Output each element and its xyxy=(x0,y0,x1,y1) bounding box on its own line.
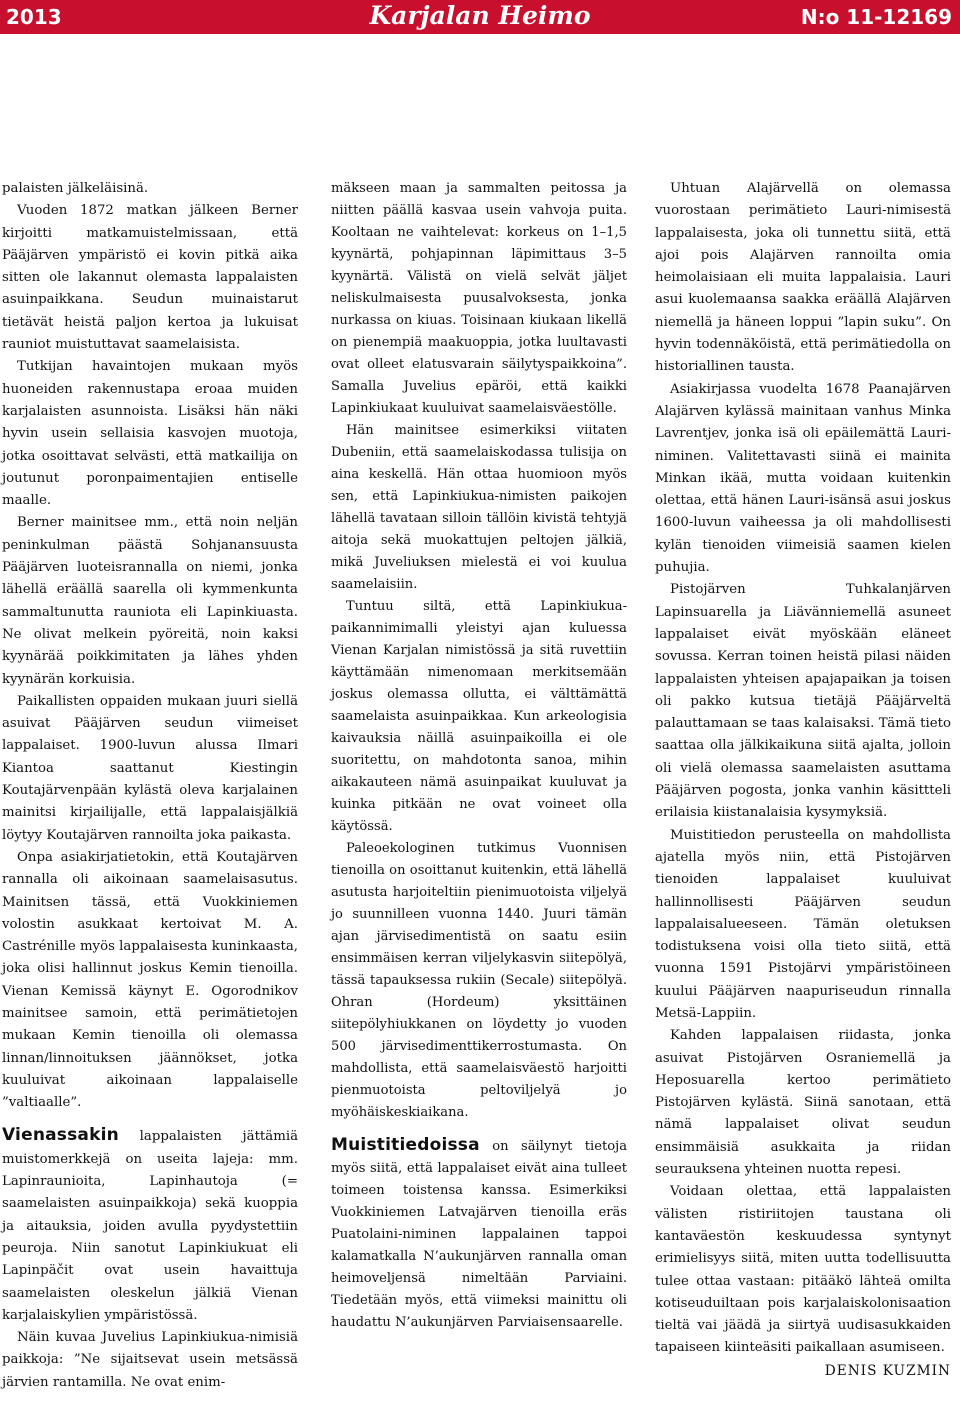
paragraph: Berner mainitsee mm., että noin neljän peninkulman päästä Sohjanansuusta Pääjärven luoteisrannalla on niemi, jonka lähellä eräällä saarella oli kymmenkunta sammaltunutta rauniota eli Lapinkiuasta. Ne olivat melkein pyöreitä, noin kaksi kyynärää poikkimitaten ja lähes yhden kyynärän korkuisia. xyxy=(2,515,298,687)
paragraph: Näin kuvaa Juvelius Lapinkiukua-nimisiä paikkoja: ”Ne sijaitsevat usein metsässä järvien rantamilla. Ne ovat enim- xyxy=(2,1330,298,1390)
article-column-1 xyxy=(2,178,298,1394)
paragraph: Hän mainitsee esimerkiksi viitaten Dubeniin, että saamelaiskodassa tulisija on aina keskellä. Hän ottaa huomioon myös sen, että Lapinkiukua-nimisten paikojen lähellä tavataan silloin tällöin kivistä tehtyjä aitoja sekä muokattujen peltojen jälkiä, mikä Juveliuksen mielestä ei voi kuulua saamelaisiin. xyxy=(331,423,627,592)
paragraph: Uhtuan Alajärvellä on olemassa vuorostaan perimätieto Lauri-nimisestä lappalaisesta, joka oli tunnettu siitä, että ajoi pois Alajärven rannoilta omia heimolaisiaan eli muita lappalaisia. Lauri asui kuolemaansa saakka eräällä Alajärven niemellä ja häneen loppui ”lapin suku”. On hyvin todennäköistä, että perimätiedolla on historiallinen tausta. xyxy=(655,181,951,375)
header-year: 2013 xyxy=(6,5,62,29)
article-column-2 xyxy=(331,178,627,1334)
newspaper-title: Karjalan Heimo xyxy=(369,1,591,30)
page-header xyxy=(0,0,960,34)
paragraph: Tutkijan havaintojen mukaan myös huoneiden rakennustapa eroaa muiden karjalaisten asunnoista. Lisäksi hän näki hyvin usein sellaisia kasvojen muotoja, jotka osoittavat selvästi, että matkailija on joutunut poronpaimentajien entiselle maalle. xyxy=(2,359,298,509)
paragraph: Vuoden 1872 matkan jälkeen Berner kirjoitti matkamuistelmissaan, että Pääjärven ympäristö ei kovin pitkä aika sitten ole lakannut olemasta lappalaisten asuinpaikkana. Seudun muinaistarut tietävät heistä paljon kertoa ja lukuisat rauniot muistuttavat saamelaisista. xyxy=(2,203,298,353)
paragraph: Muistitiedon perusteella on mahdollista ajatella myös niin, että Pistojärven tienoiden lappalaiset kuuluivat hallinnollisesti Pääjärven seudun lappalaisalueeseen. Tämän oletuksen todistuksena voisi olla tieto siitä, että vuonna 1591 Pistojärvi ympäristöineen kuului Pääjärven naapuriseudun rinnalla Metsä-Lappiin. xyxy=(655,827,951,1021)
paragraph-text: on säilynyt tietoja myös siitä, että lappalaiset eivät aina tulleet toimeen toistensa kanssa. Esimerkiksi Vuokkiniemen Latvajärven tienoilla eräs Puatolaini-niminen lappalainen tappoi kalamatkalla N’aukunjärven rannalla oman heimoveljensä nimeltään Parviaini. Tiedetään myös, että viimeksi mainittu oli haudattu N’aukunjärven Parviaisensaarelle. xyxy=(331,1139,627,1330)
paragraph: Tuntuu siltä, että Lapinkiukua-paikannimimalli yleistyi ajan kuluessa Vienan Karjalan nimistössä ja sitä ruvettiin käyttämään nimenomaan merkitsemään joskus olemassa ollutta, ei välttämättä saamelaista asuinpaikkaa. Kun arkeologisia kaivauksia näillä asuinpaikoilla ei ole suoritettu, on mahdotonta sanoa, mihin aikakauteen nämä asuinpaikat kuuluvat ja kuinka pitkään ne ovat voineet olla käytössä. xyxy=(331,599,627,834)
paragraph: palaisten jälkeläisinä. xyxy=(2,181,149,196)
paragraph: Paikallisten oppaiden mukaan juuri siellä asuivat Pääjärven seudun viimeiset lappalaiset. 1900-luvun alussa Ilmari Kiantoa saattanut Kiestingin Koutajärvenpään kylästä oleva karjalainen mainitsi kirjailijalle, että lappalaisjälkiä löytyy Koutajärven rannoilta joka paikasta. xyxy=(2,693,298,843)
paragraph: Asiakirjassa vuodelta 1678 Paanajärven Alajärven kylässä mainitaan vanhus Minka Lavrentjev, jonka isä oli epäilemättä Lauri-niminen. Valitettavasti siinä ei mainita Minkan ikää, mutta voidaan kuitenkin olettaa, että hänen Lauri-isänsä asui joskus 1600-luvun vaiheessa ja oli mahdollisesti kylän tienoiden viimeisiä saamen kielen puhujia. xyxy=(655,381,951,576)
lead-word: Muistitiedoissa xyxy=(331,1135,480,1155)
paragraph: Kahden lappalaisen riidasta, jonka asuivat Pistojärven Osraniemellä ja Heposuarella kertoo perimätieto Pistojärven kylästä. Siinä sanotaan, että nämä lappalaiset olivat seudun ensimmäisiä asukkaita ja riidan seurauksena yhteinen nuotta repesi. xyxy=(655,1028,951,1178)
paragraph: Onpa asiakirjatietokin, että Koutajärven rannalla oli aikoinaan saamelaisasutus. Mainitsen tässä, että Vuokkiniemen volostin asukkaat kertoivat M. A. Castrénille myös lappalaisesta kuninkaasta, joka olisi hallinnut joskus Kemin tienoilla. Vienan Kemissä käynyt E. Ogorodnikov mainitsee samoin, että perimätietojen mukaan Kemin tienoilla oli olemassa linnan/linnoituksen jäännökset, jotka kuuluivat aikoinaan lappalaiselle ”valtiaalle”. xyxy=(2,849,298,1111)
paragraph-with-lead xyxy=(331,1134,627,1334)
issue-number: N:o 11-12169 xyxy=(800,5,952,29)
article-column-3 xyxy=(655,178,951,1382)
paragraph-with-lead xyxy=(2,1124,298,1327)
paragraph-text: lappalaisten jättämiä muistomerkkejä on useita lajeja: mm. Lapinraunioita, Lapinhautoja (= saamelaisten asuinpaikkoja) sekä kuoppia ja aitauksia, joiden avulla pyydystettiin peuroja. Niin sanotut Lapinkiukuat eli Lapinpäčit ovat usein havaittuja saamelaisten oleskelun jälkiä Vienan karjalaiskylien ympäristössä. xyxy=(2,1129,298,1323)
paragraph: mäkseen maan ja sammalten peitossa ja niitten päällä kasvaa usein vahvoja puita. Kooltaan ne vaihtelevat: korkeus on 1–1,5 kyynärtä, pohjapinnan läpimittaus 3–5 kyynärtä. Välistä on vielä selvät jäljet neliskulmaisesta puusalvoksesta, jonka nurkassa on kiuas. Toisinaan kiukaan likellä on pienempiä maakuoppia, jotka luultavasti ovat olleet elatusvarain säilytyspaikkoina”. Samalla Juvelius epäröi, että kaikki Lapinkiukaat kuuluivat saamelaisväestölle. xyxy=(331,181,627,416)
paragraph: Voidaan olettaa, että lappalaisten välisten ristiriitojen taustana oli kantaväestön keskuudessa syntynyt erimielisyys siitä, miten uutta todellisuutta tulee ottaa vastaan: pitääkö lähteä omilta kotiseuduiltaan pois karjalaiskolonisaation tieltä vai jäädä ja siirtyä uudisasukkaiden tapaiseen kiinteäsiti paikallaan asumiseen. xyxy=(655,1184,951,1356)
author-byline: DENIS KUZMIN xyxy=(824,1362,951,1379)
paragraph: Pistojärven Tuhkalanjärven Lapinsuarella ja Liävänniemellä asuneet lappalaiset eivät myöskään eläneet sovussa. Kerran toinen heistä pilasi näiden lappalaisten yhteisen apajapaikan ja toisen oli pakko kutsua tietäjä Pääjärveltä palauttamaan se taas kalaisaksi. Tämä tieto saattaa olla jälkikaikuna siitä ajalta, jolloin oli vielä olemassa saamelaisten asuttama Pääjärven pogosta, jonka vanhin käsittteli erilaisia kiistanalaisia kysymyksiä. xyxy=(655,582,951,821)
paragraph: Paleoekologinen tutkimus Vuonnisen tienoilla on osoittanut kuitenkin, että lähellä asutusta harjoiteltiin pienimuotoista viljelyä jo suunnilleen vuonna 1440. Juuri tämän ajan järvisedimentistä on saatu esiin ensimmäisen kerran viljelykasvin siitepölyä, tässä tapauksessa rukiin (Secale) siitepölyä. Ohran (Hordeum) yksittäinen siitepölyhiukkanen on löydetty jo vuoden 500 järvisedimenttikerrostumasta. On mahdollista, että saamelaisväestö harjoitti pienmuotoista peltoviljelyä jo myöhäiskeskiaikana. xyxy=(331,841,627,1120)
lead-word: Vienassakin xyxy=(2,1125,119,1146)
